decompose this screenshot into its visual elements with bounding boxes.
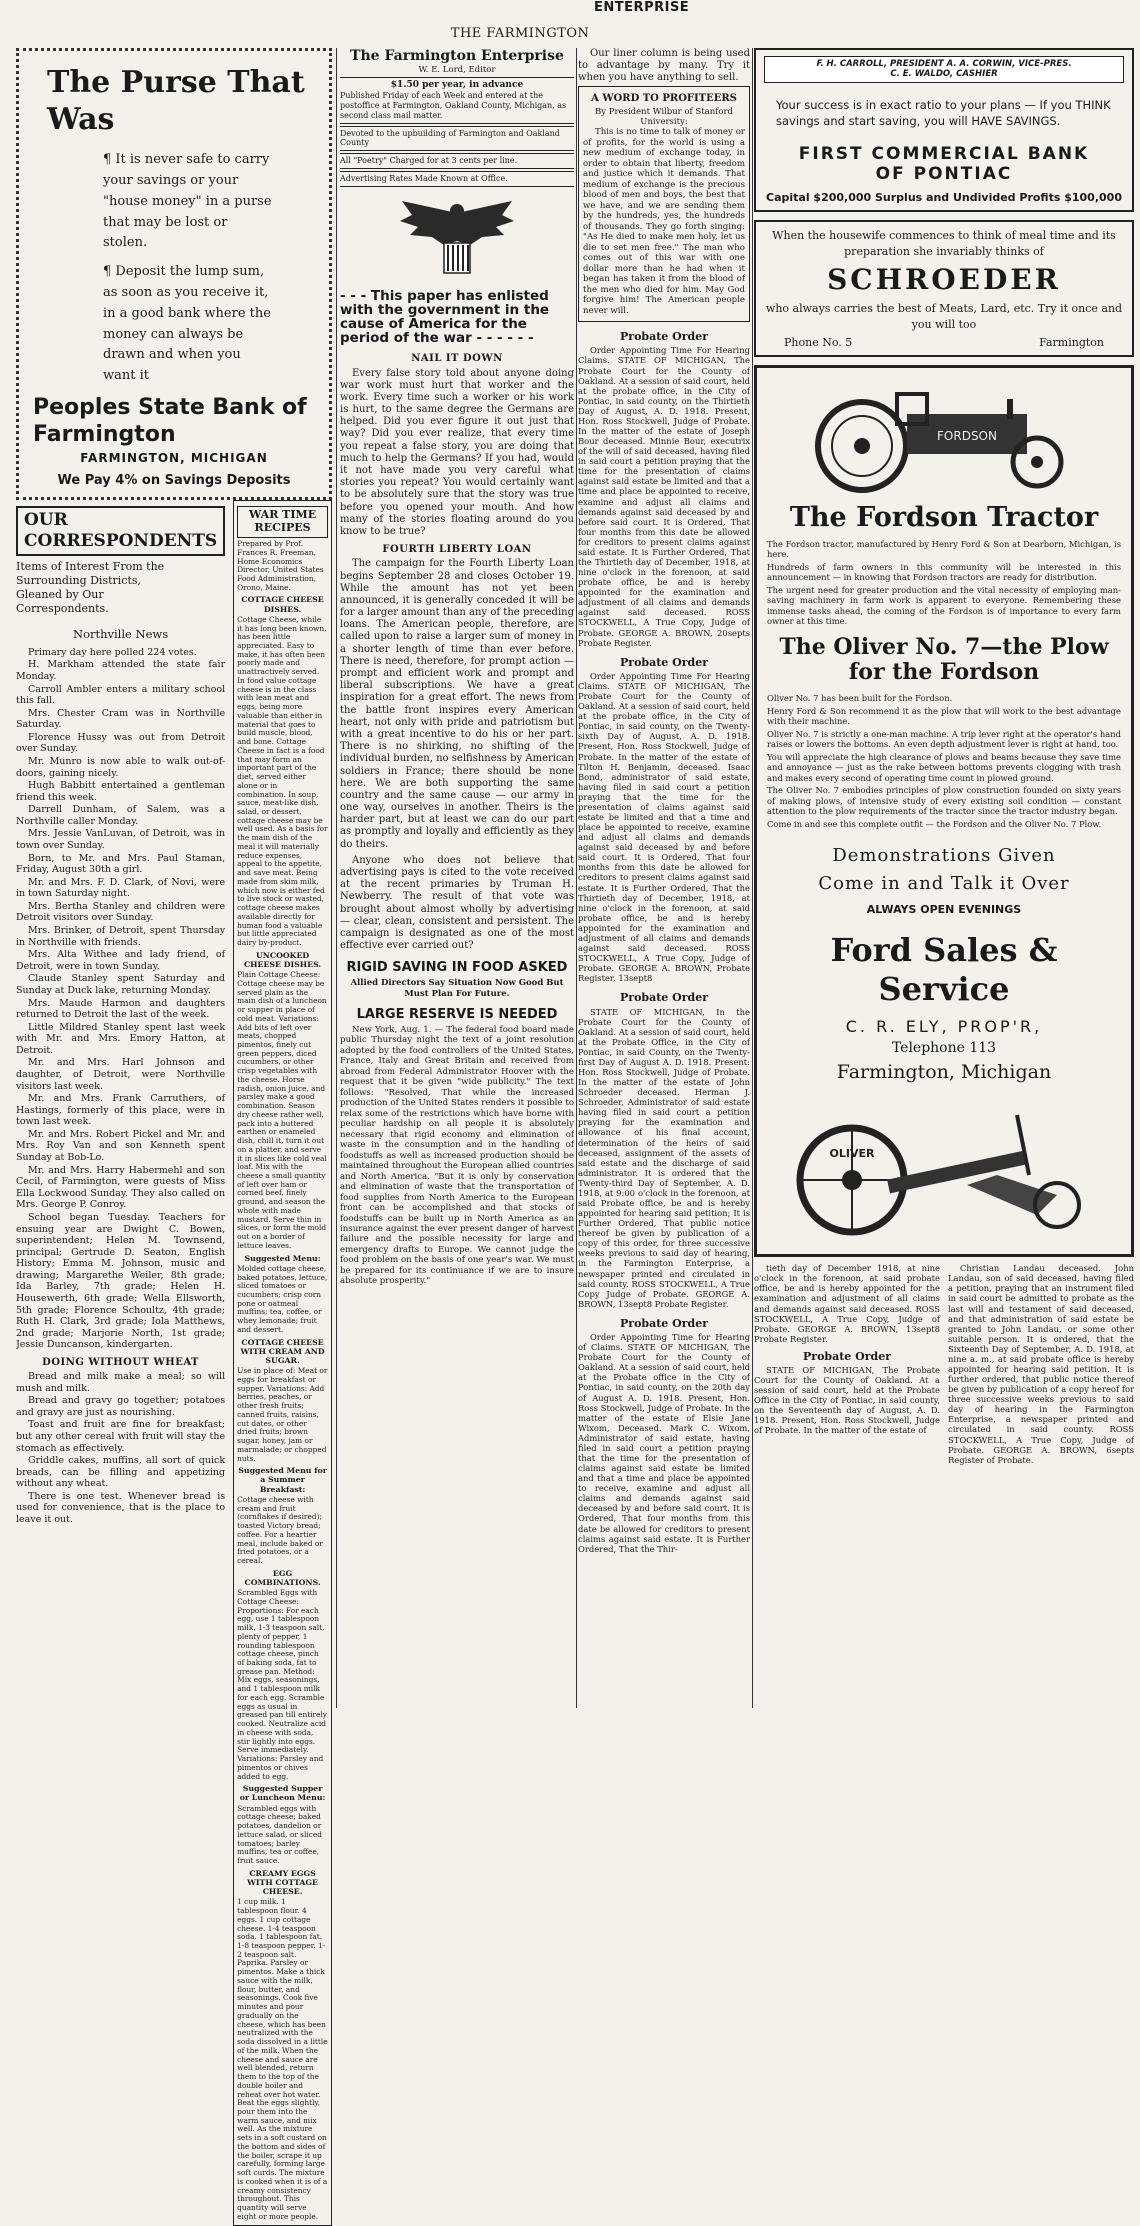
masthead-prefix: THE FARMINGTON bbox=[450, 26, 590, 41]
recipe-text: Cottage Cheese, while it has long been known, has been little appreciated. Easy to make, it has often been poorly made and unattractively served. In food value cottage cheese is in the class with lean meat and eggs, being more valuable than either in material that goes to build muscle, blood, and bone. Cottage Cheese in fact is a food that may form an important part of the diet, served either alone or in combination. In soup, sauce, meat-like dish, salad, or dessert, cottage cheese may be well used. As a basis for the main dish of the meal it will materially reduce expenses, appeal to the appetite, and save meat. Being made from skim milk, which now is either fed to live stock or wasted, cottage cheese makes available directly for human food a valuable but little appreciated dairy by-product. bbox=[237, 614, 328, 947]
ford-town: Farmington, Michigan bbox=[836, 1061, 1052, 1084]
wheat-title: DOING WITHOUT WHEAT bbox=[42, 1356, 199, 1368]
probate-text: Order Appointing Time For Hearing Claims. STATE OF MICHIGAN, The Probate Court for the County of Oakland. At a session of said court, held at the probate office, in the City of Pontiac, in said county, on the Thirtieth Day of August, A. D. 1918. Present, Hon. Ross Stockwell, Judge of Probate. In the matter of the estate of Joseph Bour deceased. Minnie Bour, executrix of the will of said deceased, having filed in said court a petition praying that the time for the presentation of claims against said estate be limited and that a time and place be appointed to receive, examine and adjust all claims and demands against said deceased by and before said court. It is Ordered, That four months from this date be allowed for creditors to present claims against said estate. It is Further Ordered, That the Thirtieth day of December, 1918, at nine o'clock in the forenoon, at said probate office, be and is hereby appointed for the examination and adjustment of all claims and demands against said deceased. ROSS STOCKWELL, A True Copy, Judge of Probate. GEORGE A. BROWN, 20septs Probate Register. bbox=[578, 345, 750, 648]
news-item: Mr. and Mrs. Robert Pickel and Mr. and Mrs. Roy Van and son Kenneth spent Sunday at Bob-Lo. bbox=[16, 1128, 226, 1164]
oliver-plow-icon bbox=[767, 1095, 1117, 1245]
ford-paragraph: Hundreds of farm owners in this community will be interested in this announcement — in knowing that Fordson tractors are ready for distribution. bbox=[767, 561, 1121, 583]
paper-advertising-rate: Advertising Rates Made Known at Office. bbox=[340, 171, 574, 187]
purse-ad-paragraph: ¶ Deposit the lump sum, as soon as you receive it, in a good bank where the money can always be drawn and when you want it bbox=[103, 264, 271, 384]
news-item: Mrs. Alta Withee and lady friend, of Detroit, were in town Sunday. bbox=[16, 949, 226, 972]
bank-name-line-1: FIRST COMMERCIAL BANK bbox=[798, 144, 1090, 165]
recipes-title: WAR TIME RECIPES bbox=[237, 506, 328, 538]
wheat-item: Bread and gravy go together; potatoes and gravy are just as nourishing. bbox=[16, 1395, 226, 1418]
paper-price: $1.50 per year, in advance bbox=[390, 80, 524, 91]
column-4 bbox=[754, 48, 1134, 1466]
demonstrations-text: Demonstrations Given bbox=[832, 845, 1056, 867]
news-item: Carroll Ambler enters a military school this fall. bbox=[16, 683, 226, 707]
bank-officers bbox=[764, 56, 1124, 83]
ford-sales-ad bbox=[754, 365, 1134, 1257]
recipe-section: Suggested Menu: bbox=[244, 1253, 321, 1263]
recipe-text: Cottage cheese with cream and fruit (cornflakes if desired); toasted Victory bread; coffee. For a heartier meal, include baked or fried potatoes, or a cereal. bbox=[237, 1494, 323, 1565]
news-item: Mrs. Jessie VanLuvan, of Detroit, was in town over Sunday. bbox=[16, 828, 226, 852]
enlisted-notice: - - - This paper has enlisted with the government in the cause of America for the period of the war - - - - - - bbox=[340, 287, 550, 347]
column-2 bbox=[340, 48, 574, 1288]
paper-devoted: Devoted to the upbuilding of Farmington and Oakland County bbox=[340, 126, 574, 152]
news-item: Mrs. Chester Cram was in Northville Saturday. bbox=[16, 707, 226, 731]
masthead bbox=[0, 0, 1140, 40]
ford-paragraph: Henry Ford & Son recommend it as the plow that will work to the best advantage with their machine. bbox=[767, 705, 1121, 727]
probate-text: tieth day of December 1918, at nine o'clock in the forenoon, at said probate office, be and is hereby appointed for the examination and adjustment of all claims and demands against said deceased. ROSS STOCKWELL, A True Copy, Judge of Probate. GEORGE A. BROWN, 13sept8 Probate Register. bbox=[754, 1263, 940, 1344]
news-item: Hugh Babbitt entertained a gentleman friend this week. bbox=[16, 780, 226, 803]
plow-label: OLIVER bbox=[829, 1146, 875, 1160]
recipe-section: EGG COMBINATIONS. bbox=[244, 1568, 321, 1587]
probate-text: Order Appointing Time for Hearing of Claims. STATE OF MICHIGAN, The Probate Court for the County of Oakland. At a session of said court, held at the Probate office in the City of Pontiac, in said county, on the 20th day of August A. D. 1918. Present, Hon. Ross Stockwell, Judge of Probate. In the matter of the estate of Elsie Jane Wixom, Deceased. Mark C. Wixom, Administrator of said estate, having filed in said court a petition praying that the time for the presentation of claims against said estate be limited and that a time and place be appointed to receive, examine and adjust all claims and demands against said deceased by and before said court. It is Ordered, That four months from this date be allowed for creditors to present claims against said estate. It is Further Ordered, That the Thir- bbox=[578, 1332, 750, 1554]
probate-title: Probate Order bbox=[620, 330, 708, 344]
recipe-section: UNCOOKED CHEESE DISHES. bbox=[243, 950, 322, 969]
schroeder-ad bbox=[754, 220, 1134, 357]
probate-text: Order Appointing Time For Hearing Claims. STATE OF MICHIGAN, The Probate Court for the County of Oakland. At a session of said court, held at the probate office, in the City of Pontiac, in said county, on the Twenty-sixth Day of August, A. D. 1918. Present, Hon. Ross Stockwell, Judge of Probate. In the matter of the estate of Tilton H. Benjamin, deceased. Isaac Bond, administrator of said estate, having filed in said court a petition praying that the time for the presentation of claims against said estate be limited and that a time and place be appointed to receive, examine and adjust all claims and demands against said deceased by and before said court. It is Ordered, That four months from this date be allowed for creditors to present claims against said estate. It is Further Ordered, That the Thirtieth day of December, 1918, at nine o'clock in the forenoon, at said probate office, be and is hereby appointed for the examination and adjustment of all claims and demands against said deceased. ROSS STOCKWELL, A True Copy, Judge of Probate. GEORGE A. BROWN, Probate Register. 13sept8 bbox=[578, 670, 750, 984]
probate-title: Probate Order bbox=[620, 991, 708, 1005]
fordson-heading: The Fordson Tractor bbox=[789, 501, 1099, 533]
tractor-label: FORDSON bbox=[937, 429, 997, 444]
news-item: Mr. and Mrs. Harl Johnson and daughter, of Detroit, were Northville visitors last week. bbox=[16, 1057, 226, 1092]
news-item: Primary day here polled 224 votes. bbox=[28, 646, 197, 658]
ford-paragraph: Come in and see this complete outfit — the Fordson and the Oliver No. 7 Plow. bbox=[767, 818, 1102, 829]
ford-paragraph: You will appreciate the high clearance of plows and beams because they save time and annoyance — just as the rake between bottoms prevents clogging with trash and makes every second of operating time count in plowed ground. bbox=[767, 751, 1121, 783]
rigid-title-2: LARGE RESERVE IS NEEDED bbox=[356, 1006, 558, 1022]
correspondents-title: OUR CORRESPONDENTS bbox=[16, 506, 225, 555]
rigid-text: New York, Aug. 1. — The federal food board made public Thursday night the text of a joint resolution adopted by the food controllers of the United States, France, Italy and Great Britain and received from abroad from Federal Administrator Hoover with the request that it be given "wide publicity." The text follows: "Resolved, That while the increased production of the United States renders it possible to relax some of the restrictions which have borne with peculiar hardship on all people it is absolutely necessary that rigid economy and elimination of waste in the consumption and in the handling of foodstuffs as well as increased production should be maintained throughout the European allied countries and North America. "But it is only by conservation and elimination of waste that the transportation of food supplies from North America to the European front can be accomplished and that stocks of foodstuffs can be built up in North America as an insurance against the ever present danger of harvest failure and the possible necessity for large and emergency drafts to Europe. We cannot judge the food problem on the basis of one year's war. We must be prepared for its continuance if we are to insure absolute prosperity." bbox=[340, 1024, 574, 1287]
recipe-text: Scrambled Eggs with Cottage Cheese: Proportions: For each egg, use 1 tablespoon milk, 1-3 teaspoon salt, plenty of pepper, 1 rounding tablespoon cottage cheese, pinch of baking soda, fat to grease pan. Method: Mix eggs, seasonings, and 1 tablespoon milk for each egg. Scramble eggs as usual in greased pan till entirely cooked. Neutralize acid in cheese with soda, stir lightly into eggs. Serve immediately. Variations: Parsley and pimentos or chives added to egg. bbox=[237, 1588, 327, 1781]
profiteers-title: A WORD TO PROFITEERS bbox=[591, 92, 737, 104]
purse-ad-title: The Purse That Was bbox=[47, 65, 305, 137]
first-commercial-bank-ad bbox=[754, 48, 1134, 212]
talk-it-over-text: Come in and Talk it Over bbox=[818, 873, 1070, 895]
bank-name-line-2: OF PONTIAC bbox=[875, 164, 1013, 185]
column-3 bbox=[578, 48, 750, 1555]
correspondents-subtitle: Items of Interest From the Surrounding Districts, Gleaned by Our Correspondents. bbox=[16, 559, 165, 616]
probate-orders bbox=[578, 330, 750, 1554]
rigid-subtitle: Allied Directors Say Situation Now Good But Must Plan For Future. bbox=[350, 978, 564, 999]
news-item: Mr. and Mrs. Harry Habermehl and son Cecil, of Farmington, were guests of Miss Ella Lockwood Sunday. They also called on Mrs. George P. Conroy. bbox=[16, 1164, 226, 1211]
probate-text: Christian Landau deceased. John Landau, son of said deceased, having filed a petition, praying that an instrument filed in said court be admitted to probate as the last will and testament of said deceased, and that administration of said estate be granted to John Landau, or some other suitable person. It is ordered, that the Sixteenth Day of September, A. D. 1918, at nine a. m., at said probate office is hereby appointed for hearing said petition. It is further ordered, that public notice thereof be given by publication of a copy hereof for three successive weeks previous to said day of hearing in the Farmington Enterprise, a newspaper printed and circulated in said county. ROSS STOCKWELL, A True Copy, Judge of Probate. GEORGE A. BROWN, 6septs Register of Probate. bbox=[948, 1263, 1134, 1465]
news-item: Mrs. Bertha Stanley and children were Detroit visitors over Sunday. bbox=[16, 900, 226, 924]
wheat-item: Toast and fruit are fine for breakfast; but any other cereal with fruit will stay the stomach as effectively. bbox=[16, 1419, 226, 1454]
bank-officers-line-2: C. E. WALDO, CASHIER bbox=[890, 69, 998, 80]
news-item: Mr. and Mrs. F. D. Clark, of Novi, were in town Saturday night. bbox=[16, 876, 226, 900]
paper-publication: Published Friday of each Week and entered at the postoffice at Farmington, Oakland County, Michigan, as second class mail matter. bbox=[340, 91, 567, 120]
schroeder-intro: When the housewife commences to think of meal time and its preparation she invariably thinks of bbox=[772, 229, 1116, 258]
advertising-text: Anyone who does not believe that advertising pays is cited to the vote received at the recent primaries by Truman H. Newberry. The result of that vote was brought about almost wholly by advertising — clear, clean, consistent and persistent. The campaign is designated as one of the most effective ever carried out? bbox=[340, 854, 574, 952]
schroeder-town: Farmington bbox=[1039, 335, 1104, 349]
section-heading: Northville News bbox=[73, 626, 169, 641]
bank-success-text: Your success is in exact ratio to your plans — If you THINK savings and start saving, you will HAVE SAVINGS. bbox=[776, 97, 1111, 129]
schroeder-phone: Phone No. 5 bbox=[784, 335, 853, 349]
ford-paragraph: The urgent need for greater production and the vital necessity of employing man-saving machinery in farm work is apparent to everyone. Remembering these immense tasks ahead, the coming of the Fordson is of importance to every farm owner at this time. bbox=[767, 584, 1121, 627]
bank-capital: Capital $200,000 Surplus and Undivided Profits $100,000 bbox=[766, 190, 1122, 204]
war-time-recipes bbox=[233, 500, 332, 2225]
rigid-title: RIGID SAVING IN FOOD ASKED bbox=[346, 960, 568, 976]
schroeder-text: who always carries the best of Meats, Lard, etc. Try it once and you will too bbox=[765, 302, 1123, 331]
ford-sales-service-title: Ford Sales & Service bbox=[830, 930, 1058, 1008]
schroeder-name: SCHROEDER bbox=[827, 263, 1061, 297]
bottom-probate bbox=[754, 1263, 1134, 1466]
column-rule bbox=[336, 48, 337, 1708]
news-item: Little Mildred Stanley spent last week with Mr. and Mrs. Emory Hatton, at Detroit. bbox=[16, 1021, 226, 1056]
telephone: Telephone 113 bbox=[891, 1040, 997, 1057]
recipes-byline: Prepared by Prof. Frances R. Freeman, Home Economics Director, United States Food Administration, Orono, Maine. bbox=[237, 539, 324, 592]
eagle-emblem-icon bbox=[392, 193, 522, 283]
probate-title: Probate Order bbox=[803, 1349, 891, 1363]
news-item: Claude Stanley spent Saturday and Sunday at Duck lake, returning Monday. bbox=[16, 973, 226, 996]
news-item: Mr. and Mrs. Frank Carruthers, of Hastings, formerly of this place, were in town last week. bbox=[16, 1093, 226, 1128]
recipe-text: Plain Cottage Cheese: Cottage cheese may be served plain as the main dish of a luncheon or supper in place of cold meat. Variations: Add bits of left over meats, chopped pimentos, finely cut green peppers, diced cucumbers, or other crisp vegetables with the cheese. Horse radish, onion juice, and parsley make a good combination. Season dry cheese rather well, pack into a buttered earthen or enameled dish, chill it, turn it out on a platter, and serve it in slices like cold veal loaf. Mix with the cheese a small quantity of left over ham or corned beef, finely ground, and season the whole with made mustard. Serve thin in slices, or form the mold out on a border of lettuce leaves. bbox=[237, 970, 327, 1250]
proprietor: C. R. ELY, PROP'R, bbox=[845, 1016, 1043, 1036]
recipe-section: COTTAGE CHEESE DISHES. bbox=[241, 595, 324, 614]
open-evenings-text: ALWAYS OPEN EVENINGS bbox=[866, 903, 1022, 917]
news-item: H. Markham attended the state fair Monday. bbox=[16, 659, 226, 682]
purse-ad-paragraph: ¶ It is never safe to carry your savings or your "house money" in a purse that may be lost or stolen. bbox=[103, 152, 272, 251]
news-item: Florence Hussy was out from Detroit over Sunday. bbox=[16, 731, 226, 755]
profiteers-byline: By President Wilbur of Stanford University: bbox=[595, 106, 733, 128]
news-item: Mrs. Brinker, of Detroit, spent Thursday in Northville with friends. bbox=[16, 925, 226, 948]
purse-ad bbox=[16, 48, 332, 500]
recipe-section: Suggested Supper or Luncheon Menu: bbox=[239, 1784, 326, 1803]
news-item: Mrs. Maude Harmon and daughters returned to Detroit the last of the week. bbox=[16, 997, 226, 1021]
news-item: Darrell Dunham, of Salem, was a Northville caller Monday. bbox=[16, 804, 226, 827]
column-rule bbox=[576, 48, 577, 1708]
probate-title: Probate Order bbox=[620, 655, 708, 669]
column-1 bbox=[16, 48, 332, 2226]
ford-paragraph: Oliver No. 7 has been built for the Fordson. bbox=[767, 693, 953, 704]
recipe-text: Use in place of: Meat or eggs for breakfast or supper. Variations: Add berries, peaches, or other fresh fruits; canned fruits, raisins, cut dates, or other dried fruits; brown sugar, honey, jam or marmalade; or chopped nuts. bbox=[237, 1366, 328, 1463]
masthead-name: ENTERPRISE bbox=[594, 0, 690, 15]
recipe-section: CREAMY EGGS WITH COTTAGE CHEESE. bbox=[247, 1868, 318, 1897]
bank-name: Peoples State Bank of Farmington bbox=[33, 394, 307, 447]
profiteers-box bbox=[578, 86, 750, 323]
news-item: School began Tuesday. Teachers for ensuing year are Dwight C. Bowen, superintendent; Helen M. Townsend, principal; Gertrude D. Seaton, English History; Emma M. Johnson, music and drawing; Margarethe Weiler, 8th grade; Ida Barley, 7th grade; Helen H. Housewerth, 6th grade; Wella Ellsworth, 5th grade; Florence Schoultz, 4th grade; Ruth H. Clark, 3rd grade; Iola Matthews, 2nd grade; Marjorie North, 1st grade; Jessie Duncanson, kindergarten. bbox=[16, 1211, 226, 1351]
liner-notice: Our liner column is being used to advantage by many. Try it when you have anything to sell. bbox=[578, 48, 750, 84]
probate-title: Probate Order bbox=[620, 1316, 708, 1330]
recipe-text: Scrambled eggs with cottage cheese; baked potatoes, dandelion or lettuce salad, or sliced tomatoes; barley muffins, tea or coffee, fruit sauce. bbox=[237, 1803, 322, 1866]
fordson-tractor-icon bbox=[767, 374, 1117, 494]
column-rule bbox=[752, 48, 753, 1708]
bank-location: FARMINGTON, MICHIGAN bbox=[80, 450, 268, 465]
wheat-item: There is one test. Whenever bread is used for convenience, that is the place to leave it out. bbox=[16, 1490, 226, 1525]
wheat-item: Bread and milk make a meal; so will mush and milk. bbox=[16, 1371, 226, 1394]
news-items bbox=[16, 647, 225, 1351]
news-item: Mr. Munro is now able to walk out-of-doors, gaining nicely. bbox=[16, 755, 226, 779]
nail-title: NAIL IT DOWN bbox=[411, 353, 503, 365]
ford-paragraph: The Oliver No. 7 embodies principles of plow construction founded on sixty years of making plows, of intensive study of every existing soil condition — constant attention to the plow requirements of the tractor since the tractor industry began. bbox=[767, 785, 1121, 817]
liberty-text: The campaign for the Fourth Liberty Loan begins September 28 and closes October 19. While the amount has not yet been announced, it is generally conceded it will be for a larger amount than any of the preceding loans. The American people, therefore, are called upon to raise a larger sum of money in a shorter length of time than ever before. There is need, therefore, for prompt action — prompt and efficient work and prompt and liberal subscriptions. We have a great inspiration for a great effort. The news from the battle front inspires every American heart, not only with pride and patriotism but with a great incentive to do his or her part. There is no shirking, no shifting of the individual burden, no selfishness by American soldiers in France; there should be none here. We are both supporting the same country and the same cause — our army in one way, ourselves in another. Theirs is the harder part, but at least we can do our part as promptly and loyally and efficiently as they do theirs. bbox=[340, 558, 574, 850]
recipe-section: COTTAGE CHEESE WITH CREAM AND SUGAR. bbox=[240, 1337, 325, 1366]
profiteers-text: This is no time to talk of money or of profits, for the world is using a new medium of exchange today, in order to obtain that liberty, freedom and justice which it demands. That medium of exchange is the precious blood of men and boys, the best that we have, and we are sending them by the hundreds, yes, the hundreds of thousands. They go forth singing: "As He died to make men holy, let us die to set men free." The man who comes out of this war with one dollar more than he had when it began has taken it from the blood of the men who died for him. May God forgive him! The American people never will. bbox=[583, 127, 745, 316]
bank-rate: We Pay 4% on Savings Deposits bbox=[57, 473, 291, 489]
paper-info bbox=[340, 77, 574, 123]
probate-text: STATE OF MICHIGAN, The Probate Court for the County of Oakland. At a session of said court, held at the Probate Office in the City of Pontiac, in said county, on the Seventeenth day of August, A. D. 1918. Present, Hon. Ross Stockwell, Judge of Probate. In the matter of the estate of bbox=[754, 1365, 940, 1436]
oliver-heading: The Oliver No. 7—the Plow for the Fordson bbox=[779, 633, 1109, 686]
recipe-text: Molded cottage cheese, baked potatoes, lettuce, sliced tomatoes or cucumbers; crisp corn pone or oatmeal muffins; tea, coffee, or whey lemonade; fruit and dessert. bbox=[237, 1263, 328, 1334]
nail-text: Every false story told about anyone doing war work must hurt that worker and the work. Every time such a worker or his work is hurt, to the same degree the Germans are helped. Did you ever figure it out just that way? Did you ever realize, that every time you repeat a false story, you are doing that much to help the Germans? If you had, would it not have made you very careful what stories you repeat? You would certainly want to be absolutely sure that the story was true before you opened your mouth. And how many of the stories floating around do you know to be true? bbox=[340, 367, 574, 537]
bank-officers-line-1: F. H. CARROLL, PRESIDENT A. A. CORWIN, VICE-PRES. bbox=[816, 59, 1072, 69]
paper-editor: W. E. Lord, Editor bbox=[418, 65, 496, 76]
ford-paragraph: The Fordson tractor, manufactured by Henry Ford & Son at Dearborn, Michigan, is here. bbox=[767, 538, 1121, 560]
paper-poetry-rate: All "Poetry" Charged for at 3 cents per line. bbox=[340, 153, 574, 169]
paper-title: The Farmington Enterprise bbox=[350, 48, 564, 64]
probate-text: STATE OF MICHIGAN, In the Probate Court for the County of Oakland. At a session of said court, held at the Probate Office, in the City of Pontiac, in said County, on the Twenty-first Day of August A. D. 1918. Present: Hon. Ross Stockwell, Judge of Probate. In the matter of the estate of John Schroeder deceased. Herman J. Schroeder, Administrator of said estate having filed in said court a petition praying for the examination and allowance of his final account, determination of the heirs of said deceased, assignment of the assets of said estate and the discharge of said administrator. It is ordered that the Twenty-third Day of September, A. D. 1918, at 9:00 o'clock in the forenoon, at said Probate office, be and is hereby appointed for hearing said petition; It is Further Ordered, That public notice thereof be given by publication of a copy of this order, for three successive weeks previous to said day of hearing, in the Farmington Enterprise, a newspaper printed and circulated in said county. ROSS STOCKWELL, A True Copy Judge of Probate. GEORGE A. BROWN, 13sept8 Probate Register. bbox=[578, 1006, 750, 1309]
news-item: Born, to Mr. and Mrs. Paul Staman, Friday, August 30th a girl. bbox=[16, 852, 226, 876]
ford-paragraph: Oliver No. 7 is strictly a one-man machine. A trip lever right at the operator's hand raises or lowers the bottoms. An even depth adjustment lever is right at hand, too. bbox=[767, 728, 1121, 750]
recipe-section: Suggested Menu for a Summer Breakfast: bbox=[238, 1466, 327, 1494]
wheat-item: Griddle cakes, muffins, all sort of quick breads, can be filling and appetizing without any wheat. bbox=[16, 1455, 226, 1490]
liberty-title: FOURTH LIBERTY LOAN bbox=[382, 544, 532, 556]
recipe-text: 1 cup milk. 1 tablespoon flour. 4 eggs. 1 cup cottage cheese. 1-4 teaspoon soda. 1 tablespoon fat. 1-8 teaspoon pepper. 1-2 teaspoon salt. Paprika. Parsley or pimentos. Make a thick sauce with the milk, flour, butter, and seasonings. Cook five minutes and pour gradually on the cheese, which has been neutralized with the soda dissolved in a little of the milk. When the cheese and sauce are well blended, return them to the top of the double boiler and reheat over hot water. Beat the eggs slightly, pour them into the warm sauce, and mix well. As the mixture sets in a soft custard on the bottom and sides of the boiler, scrape it up carefully, forming large soft curds. The mixture is cooked when it is of a creamy consistency throughout. This quantity will serve eight or more people. bbox=[237, 1897, 328, 2221]
